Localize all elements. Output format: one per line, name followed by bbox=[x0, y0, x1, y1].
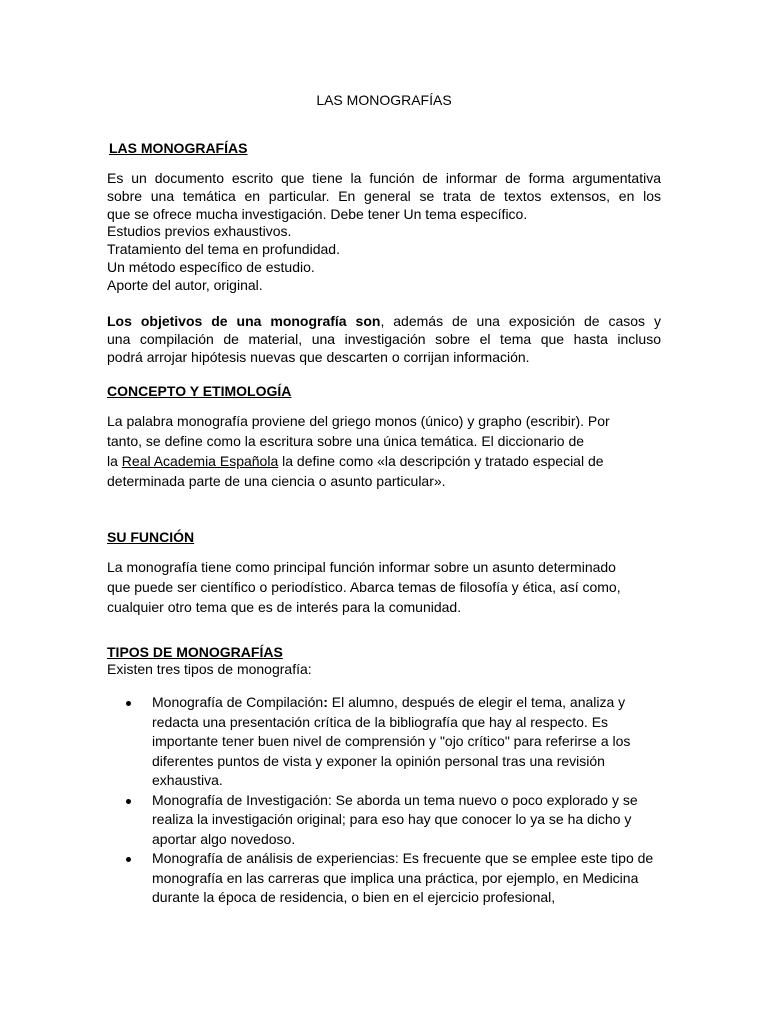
concepto-line-3 bbox=[107, 451, 661, 471]
bullet-icon bbox=[126, 857, 131, 862]
tipo-sep: : bbox=[327, 791, 332, 808]
objetivos-bold: Los objetivos de una monografía son bbox=[107, 313, 381, 329]
tipos-heading: TIPOS DE MONOGRAFÍAS bbox=[107, 644, 283, 660]
funcion-paragraph bbox=[107, 557, 661, 617]
list-item bbox=[107, 849, 667, 908]
concepto-line-3-post: la define como «la descripción y tratado especial de bbox=[278, 453, 604, 469]
intro-line-1: Es un documento escrito que tiene la función de informar de forma argumentativa bbox=[107, 170, 661, 186]
intro-paragraph bbox=[107, 169, 661, 223]
tipo-text: Es frecuente que se emplee este tipo de monografía en las carreras que implica una práctica, por ejemplo, en Medicina durante la época de residencia, o bien en el ejercicio profesional, bbox=[152, 850, 654, 905]
objetivos-line-1 bbox=[107, 312, 661, 330]
bullet-icon bbox=[126, 799, 131, 804]
tipo-label: Monografía de Investigación bbox=[152, 791, 328, 808]
funcion-section bbox=[107, 529, 661, 545]
concepto-section bbox=[107, 383, 661, 399]
intro-line-3: que se ofrece mucha investigación. Debe tener Un tema específico. bbox=[107, 206, 528, 222]
tipo-label: Monografía de análisis de experiencias bbox=[152, 850, 395, 866]
intro-list-item: Un método específico de estudio. bbox=[107, 259, 315, 275]
funcion-line-1: La monografía tiene como principal función informar sobre un asunto determinado bbox=[107, 559, 616, 575]
list-item bbox=[107, 693, 667, 791]
tipos-intro: Existen tres tipos de monografía: bbox=[107, 661, 312, 677]
objetivos-line-2: una compilación de material, una investigación sobre el tema que hasta incluso bbox=[107, 331, 661, 347]
tipos-list bbox=[107, 693, 667, 908]
objetivos-line-1-rest: , además de una exposición de casos y bbox=[380, 313, 661, 329]
concepto-line-3-pre: la bbox=[107, 453, 122, 469]
objetivos-paragraph bbox=[107, 312, 661, 366]
tipo-sep: : bbox=[323, 694, 328, 710]
funcion-line-3: cualquier otro tema que es de interés para la comunidad. bbox=[107, 599, 462, 615]
intro-list-item: Estudios previos exhaustivos. bbox=[107, 223, 292, 239]
concepto-line-2: tanto, se define como la escritura sobre una única temática. El diccionario de bbox=[107, 433, 585, 449]
rae-link[interactable]: Real Academia Española bbox=[121, 453, 279, 469]
intro-line-2: sobre una temática en particular. En general se trata de textos extensos, en los bbox=[107, 188, 661, 204]
intro-list bbox=[107, 222, 661, 294]
tipo-text: Se aborda un tema nuevo o poco explorado y se realiza la investigación original; para eso hay que conocer lo ya se ha dicho y aportar algo novedoso. bbox=[152, 791, 638, 847]
concepto-line-1: La palabra monografía proviene del griego monos (único) y grapho (escribir). Por bbox=[107, 413, 610, 429]
concepto-line-4: determinada parte de una ciencia o asunto particular». bbox=[107, 473, 446, 489]
funcion-heading: SU FUNCIÓN bbox=[107, 529, 195, 545]
concepto-paragraph bbox=[107, 411, 661, 491]
tipo-label: Monografía de Compilación bbox=[152, 694, 324, 710]
tipos-section bbox=[107, 644, 661, 678]
objetivos-line-3: podrá arrojar hipótesis nuevas que descarten o corrijan información. bbox=[107, 349, 530, 365]
intro-heading: LAS MONOGRAFÍAS bbox=[109, 140, 248, 156]
list-item bbox=[107, 791, 667, 850]
funcion-line-2: que puede ser científico o periodístico. Abarca temas de filosofía y ética, así como, bbox=[107, 579, 621, 595]
bullet-icon bbox=[126, 701, 131, 706]
concepto-heading: CONCEPTO Y ETIMOLOGÍA bbox=[107, 383, 292, 399]
intro-list-item: Tratamiento del tema en profundidad. bbox=[107, 241, 340, 257]
intro-section bbox=[107, 140, 661, 156]
intro-list-item: Aporte del autor, original. bbox=[107, 277, 263, 293]
tipo-text: El alumno, después de elegir el tema, analiza y redacta una presentación crítica de la bibliografía que hay al respecto. Es importante tener buen nivel de comprensión y "ojo crítico" para referirse a los diferentes puntos de vista y exponer la opinión personal tras una revisión exhaustiva. bbox=[152, 694, 631, 788]
document-title: LAS MONOGRAFÍAS bbox=[316, 92, 452, 108]
tipo-sep: : bbox=[394, 850, 399, 866]
